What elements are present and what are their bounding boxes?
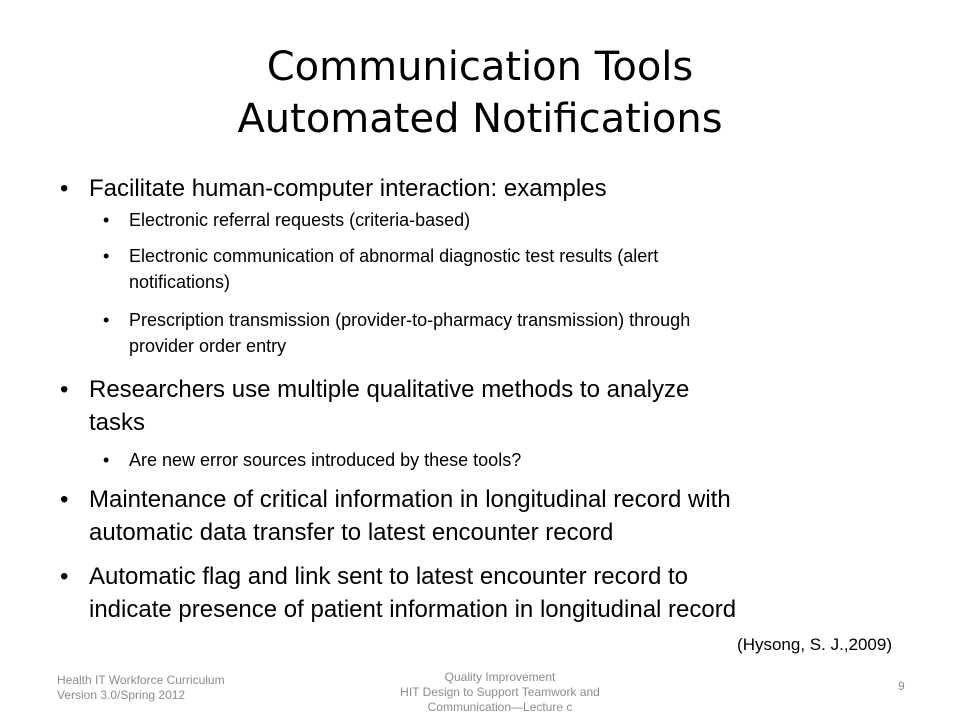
sub-bullet-marker: • bbox=[103, 246, 110, 266]
bullet-1-text: Facilitate human-computer interaction: examples bbox=[89, 175, 607, 202]
sub-bullet-1-2-line2: notifications) bbox=[129, 272, 231, 292]
footer-center-line1: Quality Improvement bbox=[444, 670, 556, 684]
bullet-3-text bbox=[89, 483, 909, 549]
sub-bullet-marker: • bbox=[103, 310, 110, 330]
slide-title-line1: Communication Tools bbox=[266, 44, 694, 90]
footer-left-line2: Version 3.0/Spring 2012 bbox=[57, 688, 186, 702]
sub-bullet-marker: • bbox=[103, 450, 110, 470]
bullet-3-line2: automatic data transfer to latest encounter record bbox=[89, 519, 614, 546]
bullet-marker: • bbox=[60, 563, 69, 590]
sub-bullet-1-3-line2: provider order entry bbox=[129, 336, 287, 356]
footer-center-line3: Communication—Lecture c bbox=[427, 700, 573, 714]
bullet-4-line1: Automatic flag and link sent to latest encounter record to bbox=[89, 563, 689, 590]
bullet-marker: • bbox=[60, 376, 69, 403]
sub-bullet-1-2-line1: Electronic communication of abnormal diagnostic test results (alert bbox=[129, 246, 659, 266]
page-number: 9 bbox=[898, 679, 905, 693]
sub-bullet-1-3-line1: Prescription transmission (provider-to-pharmacy transmission) through bbox=[129, 310, 691, 330]
sub-bullet-2-1-text: Are new error sources introduced by these tools? bbox=[129, 450, 522, 470]
sub-bullet-marker: • bbox=[103, 210, 110, 230]
bullet-marker: • bbox=[60, 175, 69, 202]
footer-left-line1: Health IT Workforce Curriculum bbox=[57, 673, 225, 687]
citation: (Hysong, S. J.,2009) bbox=[737, 635, 892, 654]
slide-title-line2: Automated Notifications bbox=[237, 96, 723, 142]
footer-center-line2: HIT Design to Support Teamwork and bbox=[400, 685, 600, 699]
bullet-2-line1: Researchers use multiple qualitative methods to analyze bbox=[89, 376, 690, 403]
bullet-3-line1: Maintenance of critical information in longitudinal record with bbox=[89, 486, 731, 513]
footer-curriculum bbox=[57, 673, 225, 703]
bullet-marker: • bbox=[60, 486, 69, 513]
footer-lecture-title bbox=[380, 670, 620, 715]
bullet-2-text bbox=[89, 373, 909, 439]
sub-bullet-1-1-text: Electronic referral requests (criteria-based) bbox=[129, 210, 471, 230]
sub-bullet-1-2-text bbox=[129, 243, 904, 295]
bullet-4-line2: indicate presence of patient information in longitudinal record bbox=[89, 596, 737, 623]
bullet-4-text bbox=[89, 560, 909, 626]
sub-bullet-1-3-text bbox=[129, 307, 904, 359]
bullet-2-line2: tasks bbox=[89, 409, 146, 436]
